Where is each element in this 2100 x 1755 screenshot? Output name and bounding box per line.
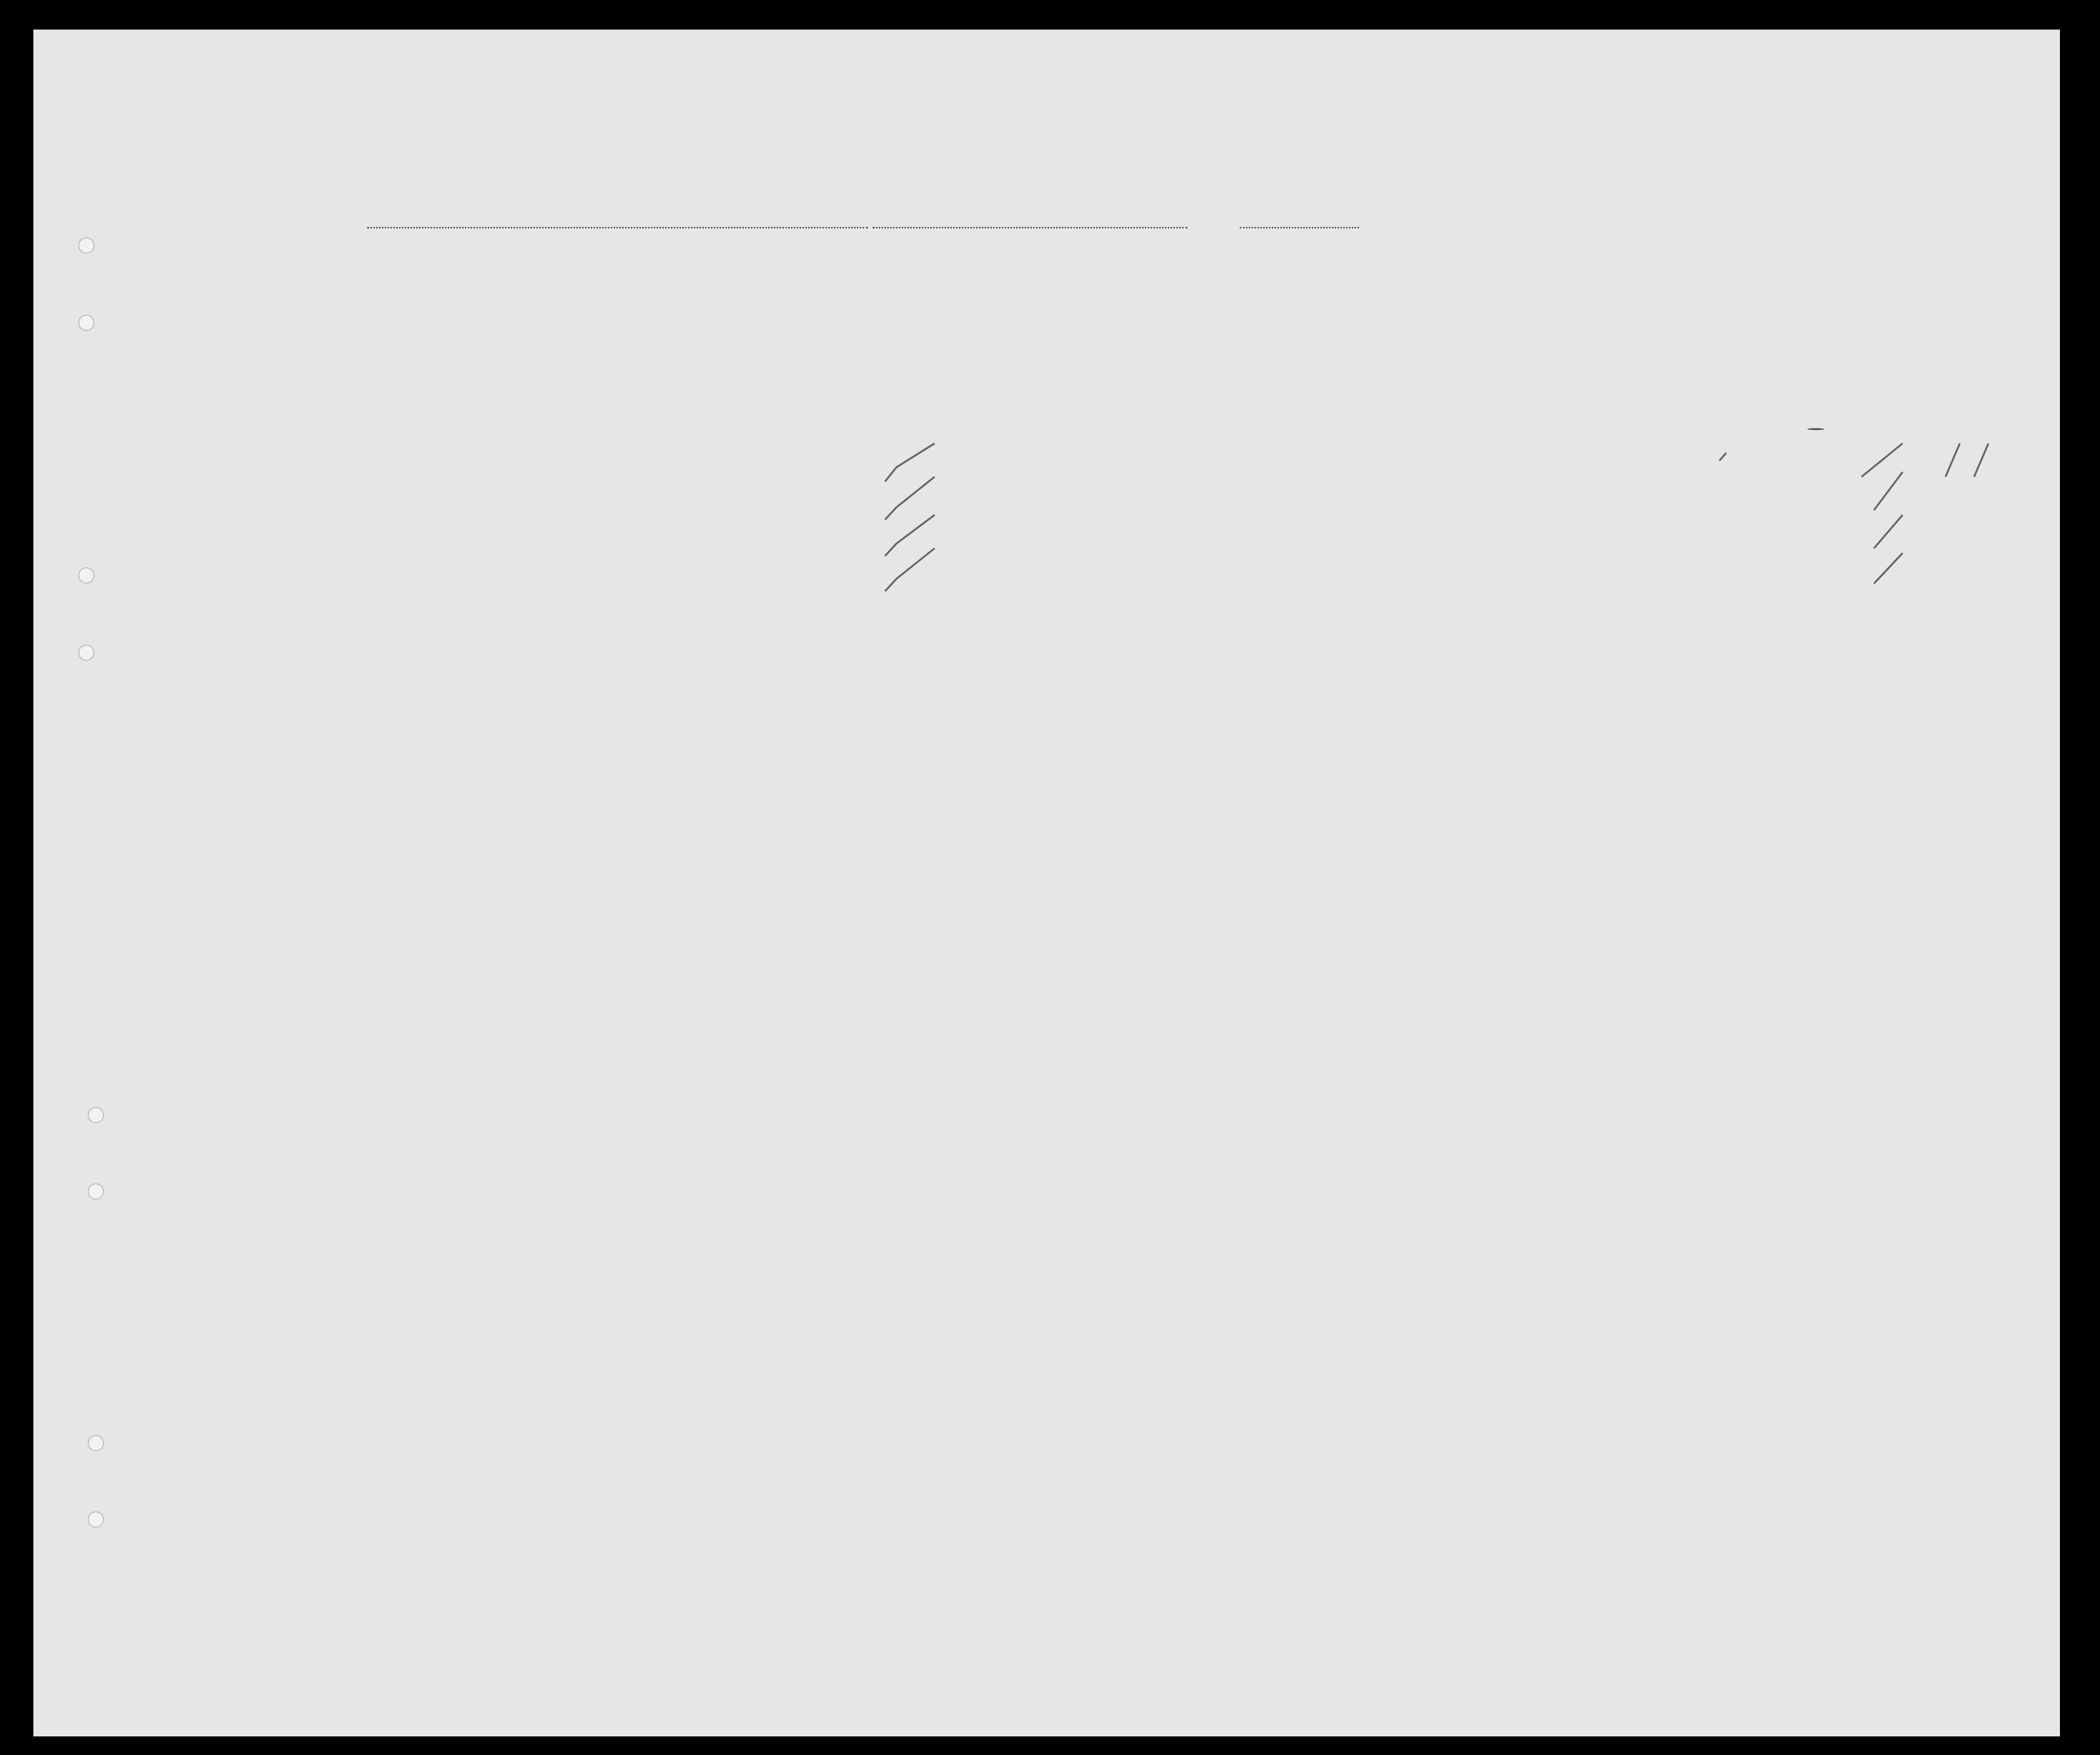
tick-mark [1862,443,1903,477]
tick-mark [1874,472,1903,510]
tick-mark [1974,443,1988,477]
tick-mark [1719,453,1726,461]
tick-mark [1946,443,1960,477]
tick-mark [1874,515,1903,548]
tick-mark [885,548,935,591]
tick-mark [885,443,935,482]
tick-mark [885,477,935,520]
tick-mark [885,515,935,556]
tick-mark [1874,553,1903,584]
